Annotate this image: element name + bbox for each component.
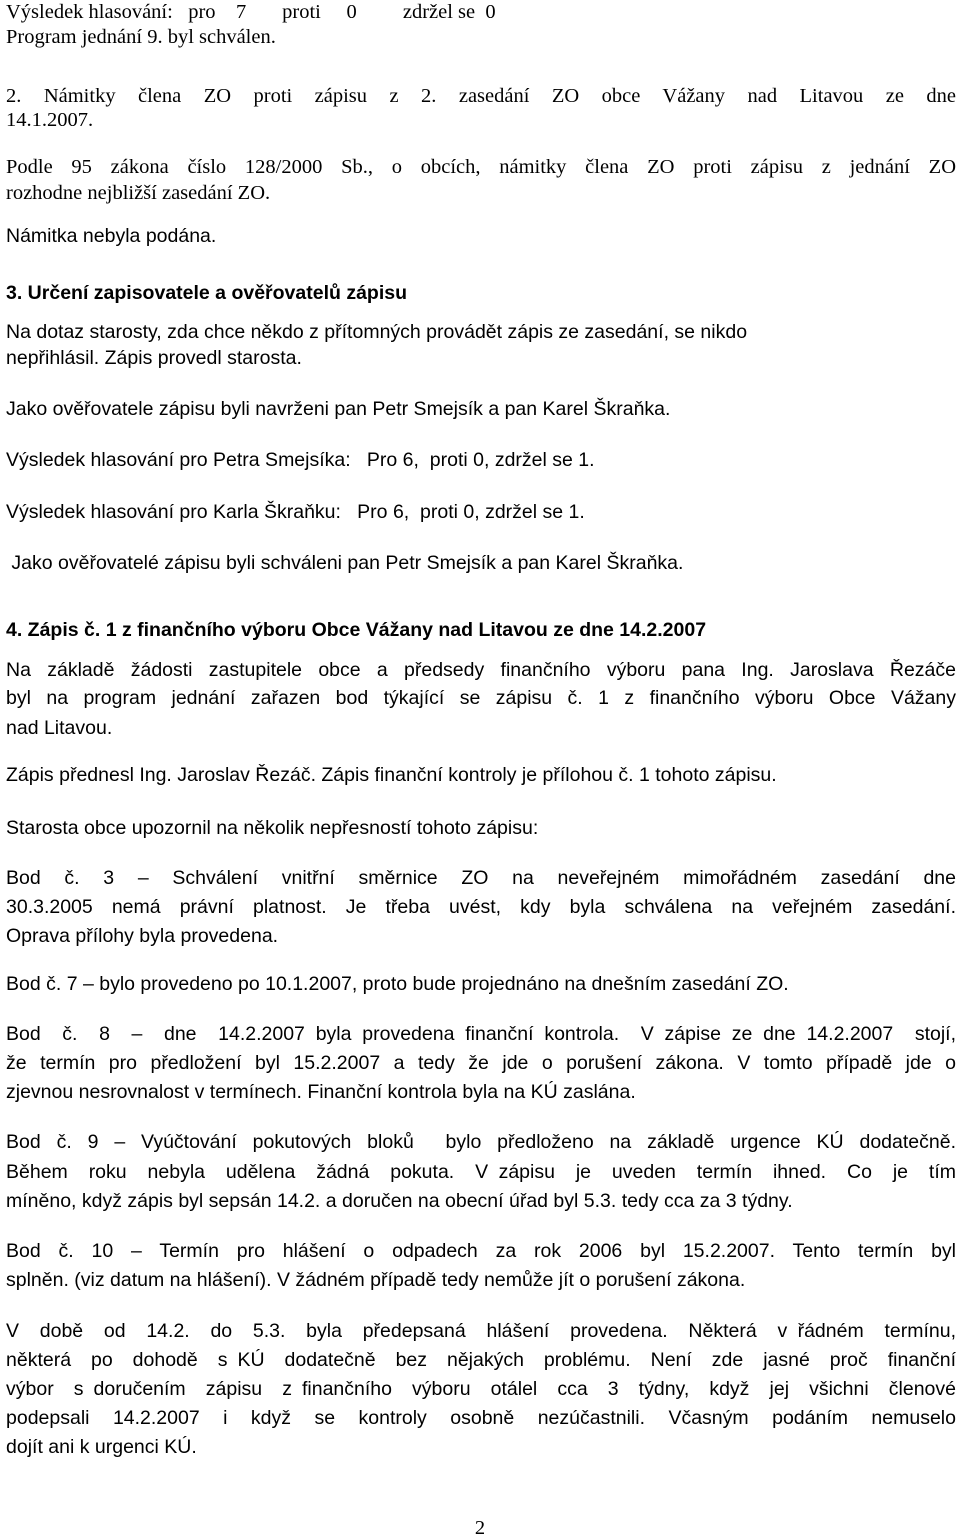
section-2-result: Námitka nebyla podána. [6,225,217,247]
section-2-heading-line-1: 2. Námitky člena ZO proti zápisu z 2. zasedání ZO obce Vážany nad Litavou ze dne [6,85,956,107]
section-3-para-1-line-1: Na dotaz starosty, zda chce někdo z přítomných provádět zápis ze zasedání, se nikdo [6,321,748,343]
section-3-heading: 3. Určení zapisovatele a ověřovatelů zápisu [6,282,407,304]
final-para-line-2: některá po dohodě s KÚ dodatečně bez nějakých problému. Není zde jasné proč finanční [6,1349,956,1371]
bod-3-line-1: Bod č. 3 – Schválení vnitřní směrnice ZO na neveřejném mimořádném zasedání dne [6,867,956,889]
section-3-para-1-line-2: nepřihlásil. Zápis provedl starosta. [6,347,302,369]
bod-9-line-1: Bod č. 9 – Vyúčtování pokutových bloků bylo předloženo na základě urgence KÚ dodatečně. [6,1131,956,1153]
final-para-line-3: výbor s doručením zápisu z finančního výboru otálel cca 3 týdny, když jej všichni členové [6,1378,956,1400]
section-4-para-3: Starosta obce upozornil na několik nepřesností tohoto zápisu: [6,817,539,839]
section-2-heading-line-2: 14.1.2007. [6,109,94,131]
final-para-line-5: dojít ani k urgenci KÚ. [6,1436,197,1458]
final-para-line-4: podepsali 14.2.2007 i když se kontroly osobně nezúčastnili. Včasným podáním nemuselo [6,1407,956,1429]
bod-8-line-3: zjevnou nesrovnalost v termínech. Finanční kontrola byla na KÚ zaslána. [6,1081,636,1103]
section-4-para-1-line-2: byl na program jednání zařazen bod týkající se zápisu č. 1 z finančního výboru Obce Vážany [6,687,956,709]
section-4-heading: 4. Zápis č. 1 z finančního výboru Obce Vážany nad Litavou ze dne 14.2.2007 [6,619,707,641]
bod-8-line-1: Bod č. 8 – dne 14.2.2007 byla provedena finanční kontrola. V zápise ze dne 14.2.2007 stojí, [6,1023,956,1045]
bod-10-line-1: Bod č. 10 – Termín pro hlášení o odpadech za rok 2006 byl 15.2.2007. Tento termín byl [6,1240,956,1262]
section-4-para-1-line-1: Na základě žádosti zastupitele obce a předsedy finančního výboru pana Ing. Jaroslava Řezáče [6,659,956,681]
bod-7: Bod č. 7 – bylo provedeno po 10.1.2007, proto bude projednáno na dnešním zasedání ZO. [6,973,789,995]
final-para-line-1: V době od 14.2. do 5.3. byla předepsaná hlášení provedena. Některá v řádném termínu, [6,1320,956,1342]
bod-3-line-2: 30.3.2005 nemá právní platnost. Je třeba uvést, kdy byla schválena na veřejném zasedání. [6,896,956,918]
section-4-para-1-line-3: nad Litavou. [6,717,113,739]
bod-10-line-2: splněn. (viz datum na hlášení). V žádném případě tedy nemůže jít o porušení zákona. [6,1269,746,1291]
section-3-vote-skranka: Výsledek hlasování pro Karla Škraňku: Pro 6, proti 0, zdržel se 1. [6,501,585,523]
bod-3-line-3: Oprava přílohy byla provedena. [6,925,279,947]
section-4-para-2: Zápis přednesl Ing. Jaroslav Řezáč. Zápis finanční kontroly je přílohou č. 1 tohoto zápisu. [6,764,777,786]
section-2-body-line-2: rozhodne nejbližší zasedání ZO. [6,182,271,204]
section-3-para-2: Jako ověřovatele zápisu byli navrženi pan Petr Smejsík a pan Karel Škraňka. [6,398,671,420]
section-3-approval: Jako ověřovatelé zápisu byli schváleni pan Petr Smejsík a pan Karel Škraňka. [6,552,684,574]
section-2-body-line-1: Podle 95 zákona číslo 128/2000 Sb., o obcích, námitky člena ZO proti zápisu z jednání ZO [6,156,956,178]
section-3-vote-smejsik: Výsledek hlasování pro Petra Smejsíka: Pro 6, proti 0, zdržel se 1. [6,449,595,471]
program-approved-line: Program jednání 9. byl schválen. [6,26,276,48]
page-number: 2 [474,1517,486,1539]
bod-9-line-2: Během roku nebyla udělena žádná pokuta. V zápisu je uveden termín ihned. Co je tím [6,1161,956,1183]
bod-8-line-2: že termín pro předložení byl 15.2.2007 a tedy že jde o porušení zákona. V tomto případě jde o [6,1052,956,1074]
bod-9-line-3: míněno, když zápis byl sepsán 14.2. a doručen na obecní úřad byl 5.3. tedy cca za 3 týdny. [6,1190,793,1212]
vote-result-line: Výsledek hlasování: pro 7 proti 0 zdržel se 0 [6,1,496,23]
